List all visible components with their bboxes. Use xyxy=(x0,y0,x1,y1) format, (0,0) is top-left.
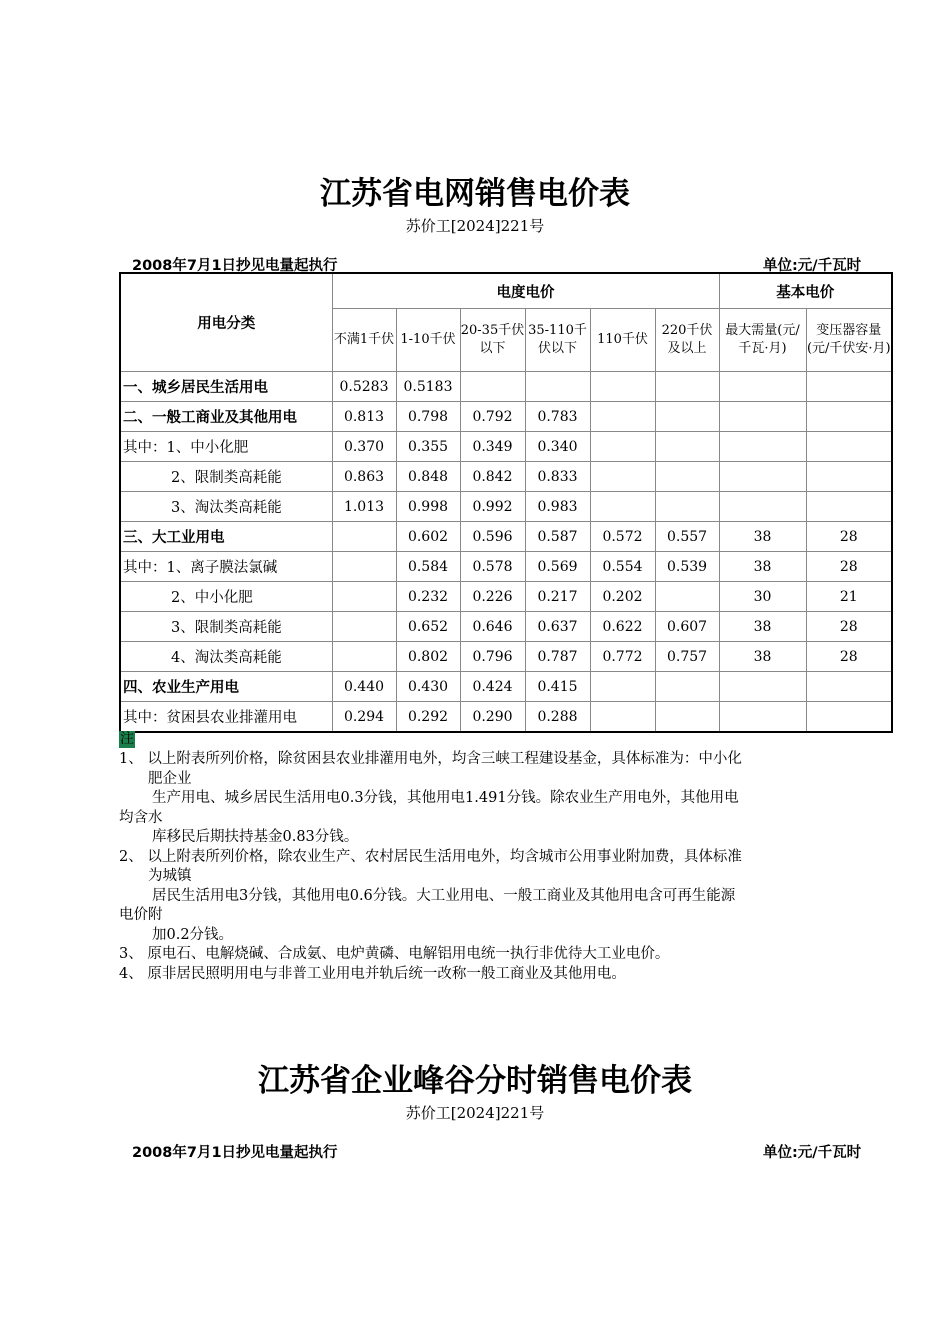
price-cell: 0.652 xyxy=(396,612,460,642)
table-row xyxy=(120,552,892,582)
price-cell: 0.622 xyxy=(590,612,655,642)
price-cell: 0.349 xyxy=(460,432,525,462)
price-cell: 0.232 xyxy=(396,582,460,612)
price-cell: 0.569 xyxy=(525,552,590,582)
price-cell: 0.802 xyxy=(396,642,460,672)
price-cell: 0.833 xyxy=(525,462,590,492)
price-cell: 0.787 xyxy=(525,642,590,672)
price-cell: 0.226 xyxy=(460,582,525,612)
note-line: 4、 原非居民照明用电与非普工业用电并轨后统一改称一般工商业及其他用电。 xyxy=(119,965,626,982)
row-category: 其中：贫困县农业排灌用电 xyxy=(120,702,332,733)
price-cell: 0.288 xyxy=(525,702,590,733)
table-row xyxy=(120,642,892,672)
price-cell xyxy=(460,372,525,402)
price-cell: 0.798 xyxy=(396,402,460,432)
price-cell: 0.340 xyxy=(525,432,590,462)
note-line: 加0.2分钱。 xyxy=(152,926,234,943)
document-number: 苏价工[2024]221号 xyxy=(405,217,545,235)
price-cell: 0.584 xyxy=(396,552,460,582)
price-cell: 0.596 xyxy=(460,522,525,552)
price-cell xyxy=(332,642,396,672)
price-cell: 28 xyxy=(806,522,892,552)
price-cell: 0.813 xyxy=(332,402,396,432)
page-title: 江苏省电网销售电价表 xyxy=(320,176,630,212)
voltage-header: 220千伏及以上 xyxy=(655,309,719,372)
price-table xyxy=(119,272,893,733)
price-cell: 0.772 xyxy=(590,642,655,672)
price-cell: 38 xyxy=(719,642,806,672)
notes-block xyxy=(119,750,849,984)
note-line: 电价附 xyxy=(119,907,163,923)
row-category: 2、限制类高耗能 xyxy=(120,462,332,492)
price-cell: 0.783 xyxy=(525,402,590,432)
price-cell xyxy=(655,702,719,733)
section2-unit-label: 单位:元/千瓦时 xyxy=(763,1145,862,1161)
price-cell: 0.440 xyxy=(332,672,396,702)
price-cell: 0.355 xyxy=(396,432,460,462)
row-category: 二、一般工商业及其他用电 xyxy=(120,402,332,432)
table-row xyxy=(120,582,892,612)
price-cell xyxy=(332,612,396,642)
price-cell xyxy=(590,462,655,492)
table-row xyxy=(120,432,892,462)
price-cell xyxy=(332,582,396,612)
price-cell: 1.013 xyxy=(332,492,396,522)
price-cell xyxy=(806,432,892,462)
price-cell: 28 xyxy=(806,642,892,672)
price-cell: 0.842 xyxy=(460,462,525,492)
price-cell: 0.202 xyxy=(590,582,655,612)
price-cell xyxy=(806,462,892,492)
unit-label: 单位:元/千瓦时 xyxy=(763,258,862,274)
price-cell xyxy=(525,372,590,402)
voltage-header: 110千伏 xyxy=(590,309,655,372)
voltage-header: 1-10千伏 xyxy=(396,309,460,372)
section2-title: 江苏省企业峰谷分时销售电价表 xyxy=(258,1063,692,1099)
table-row xyxy=(120,402,892,432)
row-category: 3、淘汰类高耗能 xyxy=(120,492,332,522)
price-cell: 0.992 xyxy=(460,492,525,522)
price-cell: 0.539 xyxy=(655,552,719,582)
price-cell xyxy=(655,672,719,702)
price-cell xyxy=(590,372,655,402)
price-cell xyxy=(806,492,892,522)
price-cell xyxy=(655,432,719,462)
price-cell: 0.578 xyxy=(460,552,525,582)
price-cell xyxy=(719,492,806,522)
price-cell xyxy=(590,432,655,462)
price-cell: 38 xyxy=(719,552,806,582)
price-cell: 0.557 xyxy=(655,522,719,552)
price-cell: 0.290 xyxy=(460,702,525,733)
row-category: 3、限制类高耗能 xyxy=(120,612,332,642)
price-cell xyxy=(806,372,892,402)
note-line: 库移民后期扶持基金0.83分钱。 xyxy=(152,829,359,845)
price-cell xyxy=(590,492,655,522)
row-category: 2、中小化肥 xyxy=(120,582,332,612)
note-line: 2、 以上附表所列价格，除农业生产、农村居民生活用电外，均含城市公用事业附加费，具体标准 xyxy=(119,848,742,865)
row-category: 4、淘汰类高耗能 xyxy=(120,642,332,672)
price-cell: 0.424 xyxy=(460,672,525,702)
price-cell xyxy=(719,702,806,733)
price-cell: 0.607 xyxy=(655,612,719,642)
demand-header: 最大需量(元/千瓦·月) xyxy=(719,309,806,372)
price-cell: 38 xyxy=(719,612,806,642)
row-category: 四、农业生产用电 xyxy=(120,672,332,702)
price-cell xyxy=(719,372,806,402)
price-cell: 0.983 xyxy=(525,492,590,522)
table-row xyxy=(120,522,892,552)
row-category: 其中：1、中小化肥 xyxy=(120,432,332,462)
note-line: 居民生活用电3分钱，其他用电0.6分钱。大工业用电、一般工商业及其他用电含可再生能源 xyxy=(152,887,736,904)
table-row xyxy=(120,462,892,492)
price-cell: 0.217 xyxy=(525,582,590,612)
row-category: 三、大工业用电 xyxy=(120,522,332,552)
price-cell: 0.370 xyxy=(332,432,396,462)
energy-price-header: 电度电价 xyxy=(332,273,719,309)
category-header: 用电分类 xyxy=(120,273,332,372)
section2-document-number: 苏价工[2024]221号 xyxy=(405,1104,545,1122)
price-cell: 0.572 xyxy=(590,522,655,552)
table-row xyxy=(120,372,892,402)
price-table-body xyxy=(120,372,892,733)
note-line: 均含水 xyxy=(119,809,163,826)
price-cell: 30 xyxy=(719,582,806,612)
note-line: 3、 原电石、电解烧碱、合成氨、电炉黄磷、电解铝用电统一执行非优待大工业电价。 xyxy=(119,946,670,962)
price-cell xyxy=(655,582,719,612)
price-cell: 0.554 xyxy=(590,552,655,582)
note-mark: 注 xyxy=(120,731,134,747)
price-cell: 0.602 xyxy=(396,522,460,552)
price-cell: 0.415 xyxy=(525,672,590,702)
price-cell: 0.863 xyxy=(332,462,396,492)
price-cell: 0.430 xyxy=(396,672,460,702)
price-cell xyxy=(655,402,719,432)
price-cell xyxy=(806,702,892,733)
voltage-header: 20-35千伏以下 xyxy=(460,309,525,372)
table-row xyxy=(120,492,892,522)
price-cell: 0.587 xyxy=(525,522,590,552)
price-cell: 0.998 xyxy=(396,492,460,522)
table-row xyxy=(120,612,892,642)
price-cell: 28 xyxy=(806,552,892,582)
row-category: 一、城乡居民生活用电 xyxy=(120,372,332,402)
basic-price-header: 基本电价 xyxy=(719,273,892,309)
note-line: 1、 以上附表所列价格，除贫困县农业排灌用电外，均含三峡工程建设基金，具体标准为：中小化 xyxy=(119,751,742,767)
price-cell xyxy=(719,432,806,462)
price-cell: 0.796 xyxy=(460,642,525,672)
price-cell xyxy=(806,402,892,432)
price-cell: 21 xyxy=(806,582,892,612)
price-cell: 0.637 xyxy=(525,612,590,642)
price-cell: 0.5183 xyxy=(396,372,460,402)
price-cell: 0.792 xyxy=(460,402,525,432)
note-line: 为城镇 xyxy=(148,868,192,884)
note-line: 生产用电、城乡居民生活用电0.3分钱，其他用电1.491分钱。除农业生产用电外，其他用电 xyxy=(152,790,739,806)
price-cell xyxy=(590,672,655,702)
price-cell xyxy=(806,672,892,702)
price-cell: 0.646 xyxy=(460,612,525,642)
effective-date: 2008年7月1日抄见电量起执行 xyxy=(132,258,338,274)
price-cell xyxy=(590,402,655,432)
price-cell: 38 xyxy=(719,522,806,552)
capacity-header: 变压器容量(元/千伏安·月) xyxy=(806,309,892,372)
price-cell xyxy=(655,372,719,402)
price-cell xyxy=(590,702,655,733)
section2-effective-date: 2008年7月1日抄见电量起执行 xyxy=(132,1145,338,1161)
price-cell xyxy=(719,462,806,492)
voltage-header: 不满1千伏 xyxy=(332,309,396,372)
price-cell: 0.292 xyxy=(396,702,460,733)
table-row xyxy=(120,672,892,702)
price-cell xyxy=(332,552,396,582)
price-cell xyxy=(719,402,806,432)
price-cell xyxy=(719,672,806,702)
price-cell xyxy=(332,522,396,552)
price-cell: 0.848 xyxy=(396,462,460,492)
price-cell: 0.757 xyxy=(655,642,719,672)
row-category: 其中：1、离子膜法氯碱 xyxy=(120,552,332,582)
price-cell: 0.294 xyxy=(332,702,396,733)
price-cell xyxy=(655,462,719,492)
price-cell: 28 xyxy=(806,612,892,642)
note-line: 肥企业 xyxy=(148,770,192,787)
table-row xyxy=(120,702,892,733)
price-cell: 0.5283 xyxy=(332,372,396,402)
price-cell xyxy=(655,492,719,522)
voltage-header: 35-110千伏以下 xyxy=(525,309,590,372)
